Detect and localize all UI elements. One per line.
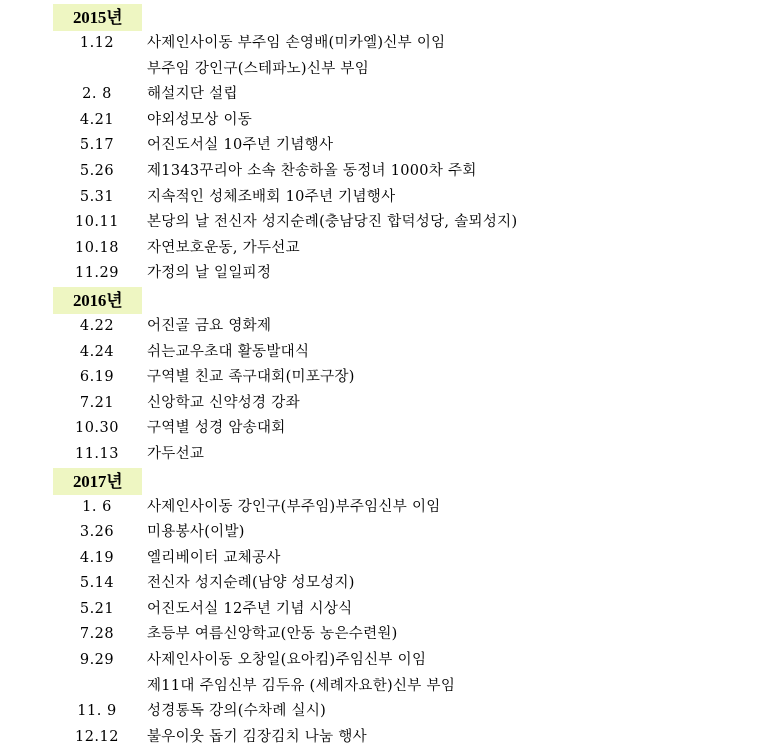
event-date: 6.19 [68, 365, 126, 391]
event-date: 3.26 [68, 520, 126, 546]
event-row [0, 571, 769, 597]
event-description: 가두선교 [147, 442, 204, 468]
event-date: 5.31 [68, 185, 126, 211]
event-description: 구역별 친교 족구대회(미포구장) [147, 365, 355, 391]
event-list [0, 495, 769, 750]
event-description: 해설지단 설립 [147, 82, 238, 108]
event-description: 사제인사이동 오창일(요아킴)주임신부 이임 [147, 648, 426, 674]
event-row [0, 159, 769, 185]
event-description: 어진도서실 10주년 기념행사 [147, 133, 333, 159]
timeline [0, 4, 769, 750]
event-date: 10.30 [68, 416, 126, 442]
event-date: 7.28 [68, 622, 126, 648]
event-date: 4.24 [68, 340, 126, 366]
year-header: 2017년 [53, 468, 142, 495]
event-row [0, 185, 769, 211]
event-description: 불우이웃 돕기 김장김치 나눔 행사 [147, 725, 367, 750]
event-description: 어진골 금요 영화제 [147, 314, 271, 340]
event-date: 5.17 [68, 133, 126, 159]
event-row [0, 261, 769, 287]
event-description: 지속적인 성체조배회 10주년 기념행사 [147, 185, 395, 211]
event-description: 구역별 성경 암송대회 [147, 416, 286, 442]
event-date: 10.11 [68, 210, 126, 236]
event-list [0, 31, 769, 287]
event-description: 쉬는교우초대 활동발대식 [147, 340, 309, 366]
event-description: 성경통독 강의(수차례 실시) [147, 699, 326, 725]
year-block-2017 [0, 468, 769, 750]
year-block-2016 [0, 287, 769, 468]
event-row [0, 365, 769, 391]
event-description: 사제인사이동 강인구(부주임)부주임신부 이임 [147, 495, 441, 521]
event-date: 11. 9 [68, 699, 126, 725]
event-row [0, 210, 769, 236]
event-description: 엘리베이터 교체공사 [147, 546, 281, 572]
event-date: 1. 6 [68, 495, 126, 521]
event-row [0, 495, 769, 521]
event-row [0, 520, 769, 546]
event-row [0, 236, 769, 262]
event-description: 부주임 강인구(스테파노)신부 부임 [147, 57, 369, 83]
event-date: 5.26 [68, 159, 126, 185]
event-description: 어진도서실 12주년 기념 시상식 [147, 597, 352, 623]
event-row [0, 57, 769, 83]
event-description: 초등부 여름신앙학교(안동 농은수련원) [147, 622, 398, 648]
year-header: 2015년 [53, 4, 142, 31]
event-row [0, 108, 769, 134]
event-row [0, 725, 769, 750]
event-date: 10.18 [68, 236, 126, 262]
event-description: 자연보호운동, 가두선교 [147, 236, 300, 262]
event-date: 11.29 [68, 261, 126, 287]
event-date: 5.14 [68, 571, 126, 597]
event-row [0, 699, 769, 725]
event-date: 4.22 [68, 314, 126, 340]
event-description: 가정의 날 일일피정 [147, 261, 271, 287]
event-row [0, 31, 769, 57]
event-row [0, 597, 769, 623]
year-header: 2016년 [53, 287, 142, 314]
event-description: 제1343꾸리아 소속 찬송하올 동정녀 1000차 주회 [147, 159, 477, 185]
event-row [0, 648, 769, 674]
event-date: 4.19 [68, 546, 126, 572]
event-date: 1.12 [68, 31, 126, 57]
event-row [0, 442, 769, 468]
event-description: 제11대 주임신부 김두유 (세례자요한)신부 부임 [147, 674, 455, 700]
event-row [0, 622, 769, 648]
event-date: 5.21 [68, 597, 126, 623]
event-description: 신앙학교 신약성경 강좌 [147, 391, 300, 417]
event-row [0, 546, 769, 572]
event-row [0, 416, 769, 442]
event-date: 7.21 [68, 391, 126, 417]
year-block-2015 [0, 4, 769, 287]
event-date: 12.12 [68, 725, 126, 750]
event-description: 야외성모상 이동 [147, 108, 252, 134]
event-description: 본당의 날 전신자 성지순례(충남당진 합덕성당, 솔뫼성지) [147, 210, 517, 236]
event-row [0, 340, 769, 366]
event-description: 사제인사이동 부주임 손영배(미카엘)신부 이임 [147, 31, 445, 57]
event-row [0, 391, 769, 417]
event-date: 2. 8 [68, 82, 126, 108]
event-date: 11.13 [68, 442, 126, 468]
event-description: 미용봉사(이발) [147, 520, 245, 546]
event-row [0, 82, 769, 108]
event-date: 4.21 [68, 108, 126, 134]
event-row [0, 314, 769, 340]
event-description: 전신자 성지순례(남양 성모성지) [147, 571, 355, 597]
event-list [0, 314, 769, 468]
event-row [0, 674, 769, 700]
event-date: 9.29 [68, 648, 126, 674]
event-row [0, 133, 769, 159]
